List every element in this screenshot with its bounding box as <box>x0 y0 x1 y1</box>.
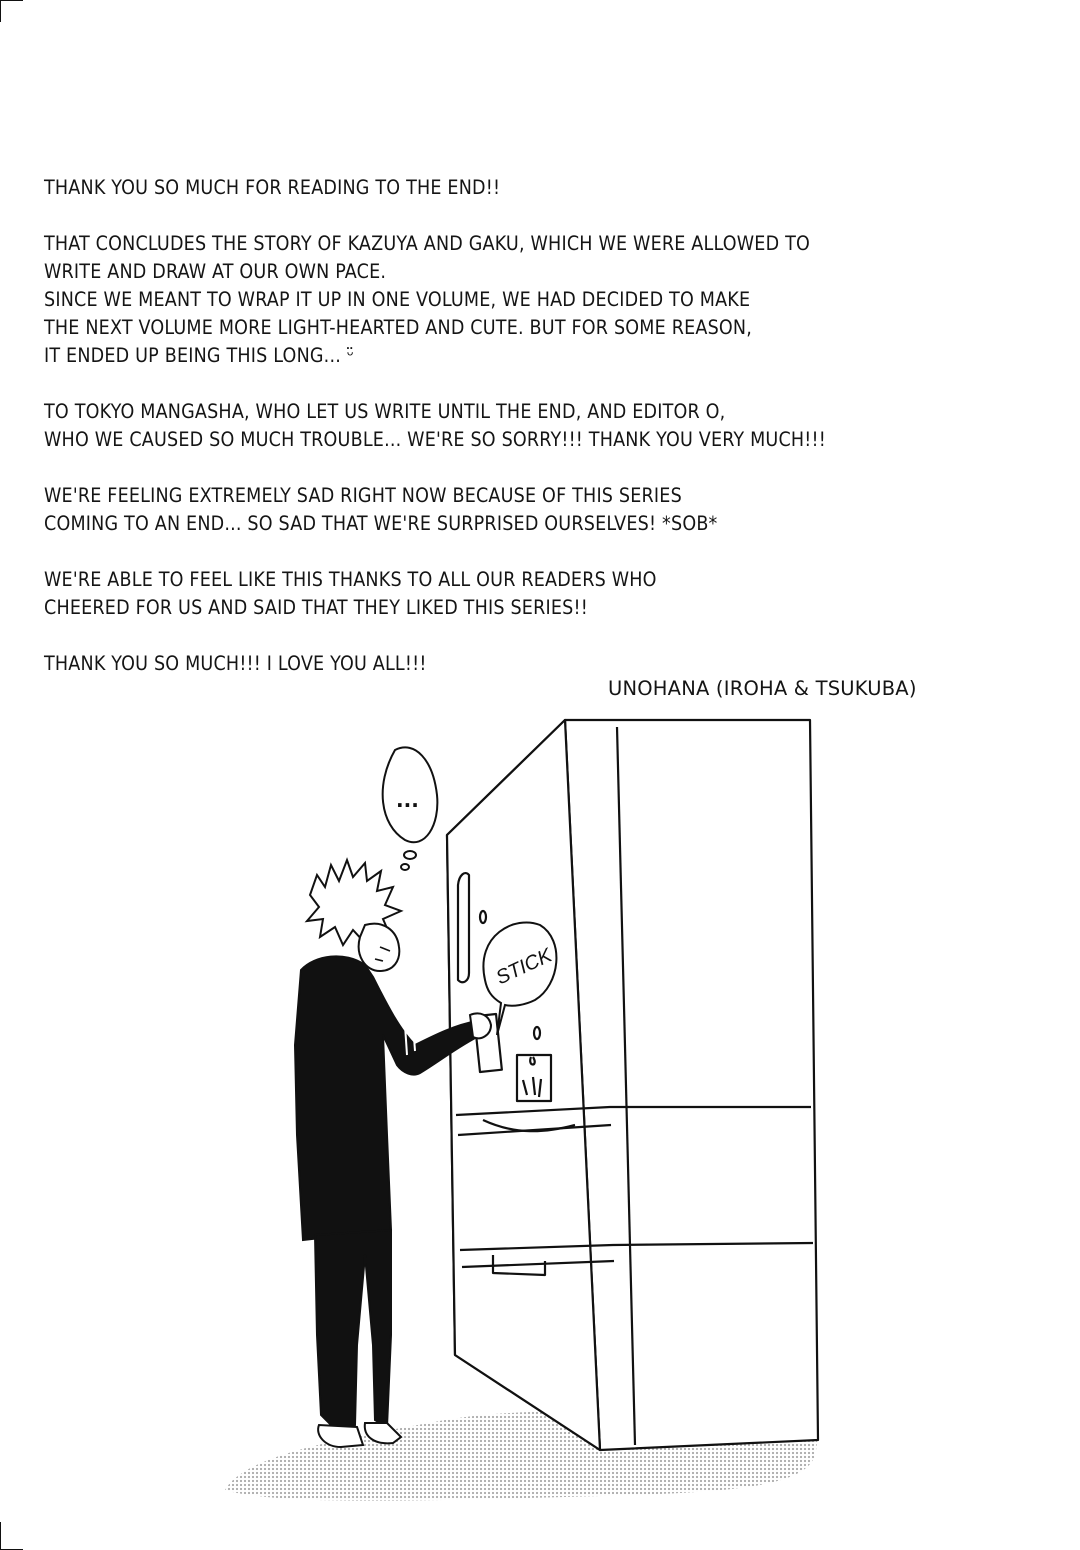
thought-bubble-text: ... <box>396 788 419 812</box>
illustration-person-at-fridge <box>215 715 835 1505</box>
crop-mark-top-left <box>0 0 21 22</box>
afterword-paragraph-5: WE'RE ABLE TO FEEL LIKE THIS THANKS TO ALL OUR READERS WHO CHEERED FOR US AND SAID THAT THEY LIKED THIS SERIES!! <box>44 568 657 619</box>
afterword-paragraph-3: TO TOKYO MANGASHA, WHO LET US WRITE UNTIL THE END, AND EDITOR O, WHO WE CAUSED SO MUCH TROUBLE... WE'RE SO SORRY!!! THANK YOU VERY MUCH!!! <box>44 400 826 451</box>
crop-mark-bottom-left <box>0 1522 21 1550</box>
afterword-paragraph-1: THANK YOU SO MUCH FOR READING TO THE END!! <box>44 176 501 199</box>
sfx-stick-text: STICK <box>492 944 556 990</box>
black-pants <box>315 1230 391 1427</box>
afterword-paragraph-2: THAT CONCLUDES THE STORY OF KAZUYA AND GAKU, WHICH WE WERE ALLOWED TO WRITE AND DRAW AT OUR OWN PACE. SINCE WE MEANT TO WRAP IT UP IN ONE VOLUME, WE HAD DECIDED TO MAKE THE NEXT VOLUME MORE LIGHT-HEARTED AND CUTE. BUT FOR SOME REASON, IT ENDED UP BEING THIS LONG... ᵕ̈ <box>44 232 810 367</box>
afterword-paragraph-4: WE'RE FEELING EXTREMELY SAD RIGHT NOW BECAUSE OF THIS SERIES COMING TO AN END... SO SAD THAT WE'RE SURPRISED OURSELVES! *SOB* <box>44 484 718 535</box>
refrigerator <box>447 720 818 1450</box>
author-signature: UNOHANA (IROHA & TSUKUBA) <box>608 677 917 700</box>
afterword-text <box>44 174 924 706</box>
afterword-paragraph-6: THANK YOU SO MUCH!!! I LOVE YOU ALL!!! <box>44 652 427 675</box>
